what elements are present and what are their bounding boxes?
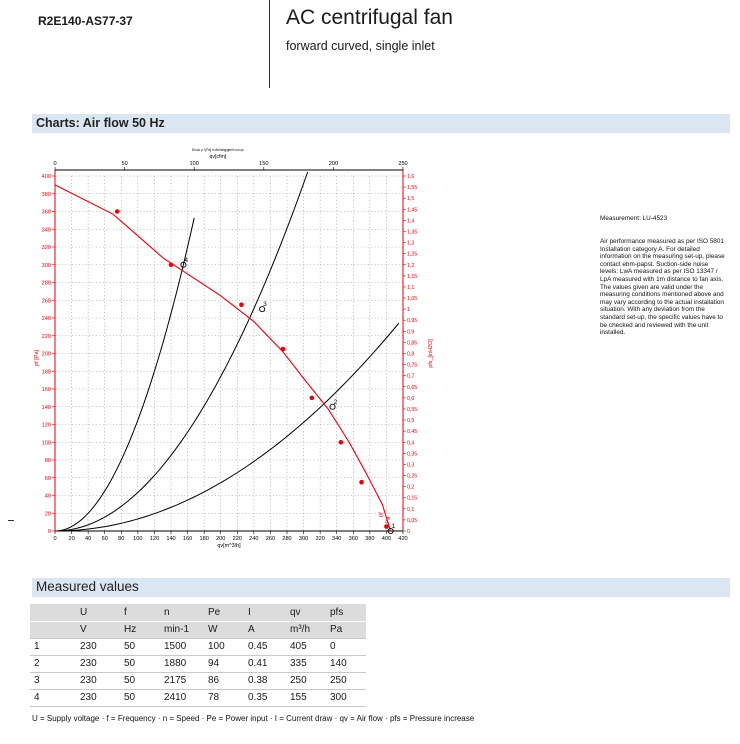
fan-curve-point xyxy=(281,347,285,351)
x2-tick-label: 150 xyxy=(259,161,269,167)
table-row xyxy=(30,672,366,689)
note-line: situation. With any deviation from the xyxy=(600,306,705,314)
y-axis-label: pf [Pa] xyxy=(34,349,40,367)
note-line: contact ebm-papst. Suction-side noise xyxy=(600,260,709,268)
table-cell: qv xyxy=(286,604,326,621)
y-tick-label: 260 xyxy=(41,298,51,305)
table-cell: 86 xyxy=(204,672,244,689)
x-tick-label: 180 xyxy=(199,536,209,542)
table-cell: I xyxy=(244,604,286,621)
y-tick-label: 340 xyxy=(41,227,51,234)
fan-curve-point xyxy=(310,396,314,400)
table-cell: 155 xyxy=(286,689,326,706)
table-cell: 1 xyxy=(30,638,76,655)
y2-tick-label: 0,55 xyxy=(407,406,418,413)
table-cell: 230 xyxy=(76,672,120,689)
y-tick-label: 320 xyxy=(41,245,51,251)
y-tick-label: 80 xyxy=(44,458,51,464)
table-cell: 405 xyxy=(286,638,326,655)
table-cell: 50 xyxy=(120,655,160,672)
y2-tick-label: 0,65 xyxy=(407,384,418,391)
table-cell: Pa xyxy=(326,621,366,638)
note-line: installed. xyxy=(600,329,626,337)
table-cell: pfs xyxy=(326,604,366,621)
x-tick-label: 40 xyxy=(85,536,92,542)
y2-tick-label: 0,25 xyxy=(407,473,418,480)
system-curve xyxy=(55,323,399,531)
table-cell: 50 xyxy=(120,638,160,655)
measured-section-bar xyxy=(32,578,730,597)
table-cell: 230 xyxy=(76,689,120,706)
y-tick-label: 300 xyxy=(41,262,51,269)
note-line: standard set-up, the specific values have to xyxy=(600,313,723,321)
note-line: be checked and reviewed with the unit xyxy=(600,321,709,329)
x-tick-label: 340 xyxy=(332,536,342,542)
page-title: AC centrifugal fan xyxy=(286,6,453,29)
table-cell: 50 xyxy=(120,689,160,706)
page-subtitle: forward curved, single inlet xyxy=(286,39,435,53)
table-cell: A xyxy=(244,621,286,638)
x-tick-label: 280 xyxy=(282,536,292,542)
model-number: R2E140-AS77-37 xyxy=(38,14,133,28)
table-cell: 2 xyxy=(30,655,76,672)
y2-tick-label: 0,45 xyxy=(407,429,418,436)
x2-tick-label: 0 xyxy=(53,161,57,167)
table-cell: 335 xyxy=(286,655,326,672)
table-cell: min-1 xyxy=(160,621,204,638)
margin-mark xyxy=(8,520,14,521)
fan-curve-point xyxy=(384,525,388,529)
table-cell: 100 xyxy=(204,638,244,655)
x2-tick-label: 100 xyxy=(189,161,199,167)
table-units-row xyxy=(30,621,366,638)
y-tick-label: 160 xyxy=(41,387,51,393)
x2-axis-label: qv[cfm] xyxy=(209,154,227,160)
table-cell: 1500 xyxy=(160,638,204,655)
fan-curve-point xyxy=(360,480,364,484)
note-line: Installation category A. For detailed xyxy=(600,245,700,253)
measured-values-table xyxy=(30,604,366,707)
table-row xyxy=(30,638,366,655)
y-tick-label: 180 xyxy=(41,369,51,376)
x-tick-label: 140 xyxy=(166,536,176,542)
note-line: measuring conditions mentioned above and xyxy=(600,291,724,299)
operating-point-label: 3 xyxy=(263,301,267,309)
x-tick-label: 300 xyxy=(298,536,309,542)
x-tick-label: 80 xyxy=(118,536,125,542)
y-tick-label: 140 xyxy=(41,404,51,411)
measurement-details xyxy=(600,238,732,337)
y2-tick-label: 0,8 xyxy=(407,351,415,358)
operating-point-label: 4 xyxy=(184,256,189,264)
y2-tick-label: 1,3 xyxy=(407,240,415,247)
y-tick-label: 240 xyxy=(41,316,51,322)
note-line: information on the measuring set-up, please xyxy=(600,253,725,261)
table-cell: f xyxy=(120,604,160,621)
y2-tick-label: 0,95 xyxy=(407,318,418,325)
fan-curve-point xyxy=(339,440,343,444)
x-tick-label: 100 xyxy=(133,536,143,542)
table-cell: 50 xyxy=(120,672,160,689)
table-row xyxy=(30,655,366,672)
table-cell: 0.45 xyxy=(244,638,286,655)
y2-axis-label: pfs_[inH2O] xyxy=(428,339,434,368)
x-tick-label: 360 xyxy=(348,536,358,542)
x-tick-label: 0 xyxy=(53,536,57,542)
x-tick-label: 200 xyxy=(216,536,226,542)
note-line: The values given are valid under the xyxy=(600,283,704,291)
note-line: LpA measured with 1m distance to fan axis. xyxy=(600,275,724,283)
y2-tick-label: 0 xyxy=(407,529,410,535)
x-tick-label: 220 xyxy=(232,536,242,542)
y-tick-label: 400 xyxy=(41,174,51,180)
x-tick-label: 120 xyxy=(149,536,160,542)
x-tick-label: 260 xyxy=(265,536,276,542)
fan-curve-point xyxy=(239,303,243,307)
y2-tick-label: 1,05 xyxy=(407,296,418,303)
x-tick-label: 160 xyxy=(182,536,193,542)
table-cell: m³/h xyxy=(286,621,326,638)
curve-annotation: pf xyxy=(378,512,385,518)
table-cell: 0 xyxy=(326,638,366,655)
table-cell: W xyxy=(204,621,244,638)
table-cell: 230 xyxy=(76,638,120,655)
y2-tick-label: 1,5 xyxy=(407,196,415,203)
y2-tick-label: 0,15 xyxy=(407,495,418,502)
table-cell: 0.35 xyxy=(244,689,286,706)
x-tick-label: 420 xyxy=(398,536,408,542)
table-cell: 140 xyxy=(326,655,366,672)
x2-tick-label: 50 xyxy=(121,161,128,167)
y2-tick-label: 0,85 xyxy=(407,340,418,347)
table-cell: 4 xyxy=(30,689,76,706)
charts-section-bar xyxy=(32,114,730,133)
x-tick-label: 320 xyxy=(315,536,325,542)
fan-curve-point xyxy=(169,263,173,267)
y2-tick-label: 1,15 xyxy=(407,273,418,280)
table-cell: 250 xyxy=(326,672,366,689)
y2-tick-label: 0,3 xyxy=(407,462,415,469)
measured-section-title: Measured values xyxy=(36,579,139,594)
y-tick-label: 280 xyxy=(41,280,51,287)
system-curve xyxy=(55,172,308,531)
y2-tick-label: 0,7 xyxy=(407,373,415,380)
y2-tick-label: 0,05 xyxy=(407,517,418,524)
table-cell: 3 xyxy=(30,672,76,689)
charts-section-title: Charts: Air flow 50 Hz xyxy=(36,116,165,130)
y-tick-label: 20 xyxy=(44,511,51,518)
x2-tick-label: 200 xyxy=(328,161,339,167)
table-cell: V xyxy=(76,621,120,638)
y2-tick-label: 0,4 xyxy=(407,440,415,447)
x-tick-label: 20 xyxy=(68,536,75,542)
y-tick-label: 100 xyxy=(41,440,51,447)
table-cell: Pe xyxy=(204,604,244,621)
y2-tick-label: 0,6 xyxy=(407,395,415,402)
y-tick-label: 0 xyxy=(47,529,51,535)
table-cell: n xyxy=(160,604,204,621)
y-tick-label: 220 xyxy=(41,333,51,340)
x-tick-label: 240 xyxy=(249,536,259,542)
table-cell: 0.38 xyxy=(244,672,286,689)
y2-tick-label: 1,4 xyxy=(407,218,415,225)
y-tick-label: 40 xyxy=(44,493,51,500)
fan-curve-line xyxy=(55,185,391,531)
measurement-note: Measurement: LU-4523 xyxy=(600,215,668,222)
note-line: levels: LwA measured as per ISO 13347 / xyxy=(600,268,718,276)
table-cell xyxy=(30,621,76,638)
y2-tick-label: 1,1 xyxy=(407,284,415,291)
y2-tick-label: 1,35 xyxy=(407,229,418,236)
y2-tick-label: 0,35 xyxy=(407,451,418,458)
x-axis-label: qv[m^3/h] xyxy=(217,543,241,549)
note-line: Air performance measured as per ISO 5801 xyxy=(600,238,724,245)
chart-title: Druck p f [Pa] in Abhängigkeit von qv xyxy=(191,148,244,152)
x-tick-label: 380 xyxy=(365,536,375,542)
table-cell: 94 xyxy=(204,655,244,672)
y2-tick-label: 1,55 xyxy=(407,185,418,192)
y2-tick-label: 1,45 xyxy=(407,207,418,214)
measured-legend: U = Supply voltage · f = Frequency · n = Speed · Pe = Power input · I = Current draw · qv = Air flow · pfs = Pressure increase xyxy=(32,714,475,723)
x-tick-label: 60 xyxy=(101,536,108,542)
y2-tick-label: 1 xyxy=(407,307,410,314)
table-cell: 250 xyxy=(286,672,326,689)
table-row xyxy=(30,689,366,706)
operating-point-label: 1 xyxy=(391,523,396,530)
header-divider xyxy=(269,0,270,88)
x-tick-label: 400 xyxy=(381,536,392,542)
table-cell: 2410 xyxy=(160,689,204,706)
y2-tick-label: 0,75 xyxy=(407,362,418,369)
note-line: may vary according to the actual installation xyxy=(600,298,724,306)
table-cell xyxy=(30,604,76,621)
table-cell: U xyxy=(76,604,120,621)
y2-tick-label: 1,25 xyxy=(407,251,418,258)
table-cell: 78 xyxy=(204,689,244,706)
y2-tick-label: 0,2 xyxy=(407,484,415,491)
y2-tick-label: 1,2 xyxy=(407,262,415,269)
y-tick-label: 60 xyxy=(44,475,51,482)
table-cell: Hz xyxy=(120,621,160,638)
y-tick-label: 120 xyxy=(41,422,51,429)
table-cell: 300 xyxy=(326,689,366,706)
y2-tick-label: 0,1 xyxy=(407,506,415,513)
curve-annotation: Pa xyxy=(384,516,392,525)
y2-tick-label: 0,5 xyxy=(407,418,415,425)
table-cell: 2175 xyxy=(160,672,204,689)
table-cell: 230 xyxy=(76,655,120,672)
y-tick-label: 200 xyxy=(41,351,51,358)
fan-curve-point xyxy=(115,210,119,214)
x2-tick-label: 250 xyxy=(398,161,408,167)
table-cell: 0.41 xyxy=(244,655,286,672)
fan-performance-chart xyxy=(0,138,440,578)
table-header-row xyxy=(30,604,366,621)
y2-tick-label: 1,6 xyxy=(407,174,415,180)
y-tick-label: 360 xyxy=(41,209,51,216)
operating-point-label: 2 xyxy=(333,398,338,406)
table-cell: 1880 xyxy=(160,655,204,672)
y2-tick-label: 0,9 xyxy=(407,329,415,336)
y-tick-label: 380 xyxy=(41,191,51,198)
